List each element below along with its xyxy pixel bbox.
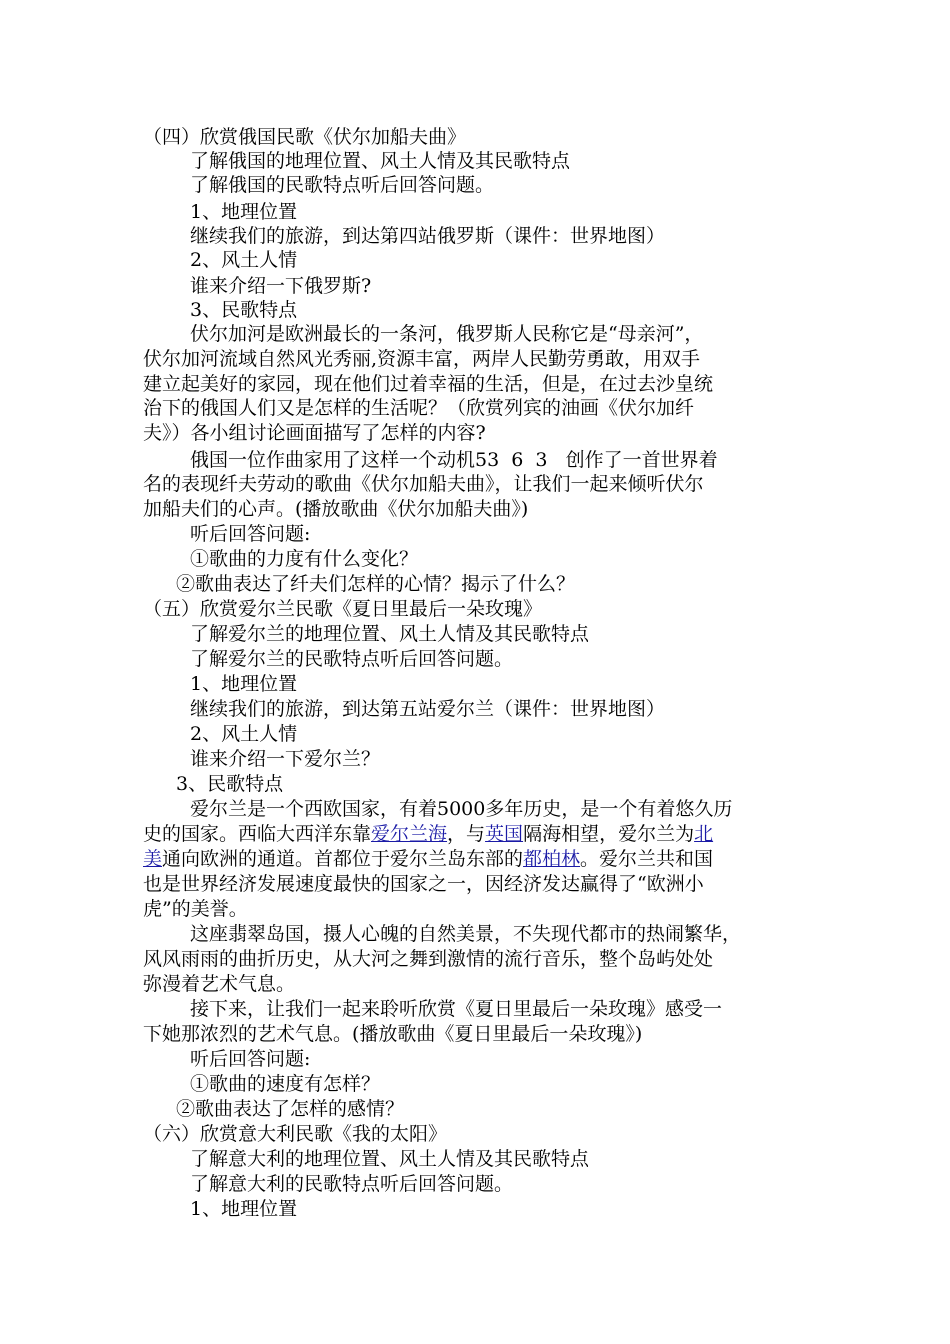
text-line: 名的表现纤夫劳动的歌曲《伏尔加船夫曲》，让我们一起来倾听伏尔 bbox=[143, 473, 704, 495]
text-line: 1、地理位置 bbox=[190, 1198, 298, 1220]
text-run: 通向欧洲的通道。首都位于爱尔兰岛东部的 bbox=[162, 848, 524, 870]
link-england[interactable]: 英国 bbox=[485, 823, 524, 845]
text-line: 爱尔兰是一个西欧国家，有着5000多年历史，是一个有着悠久历 bbox=[190, 798, 733, 820]
text-line: 听后回答问题: bbox=[190, 1048, 311, 1070]
text-line: 了解爱尔兰的地理位置、风土人情及其民歌特点 bbox=[190, 623, 590, 645]
text-line: 了解意大利的地理位置、风土人情及其民歌特点 bbox=[190, 1148, 590, 1170]
text-line: 了解爱尔兰的民歌特点听后回答问题。 bbox=[190, 648, 514, 670]
text-line: 接下来，让我们一起来聆听欣赏《夏日里最后一朵玫瑰》感受一 bbox=[190, 998, 723, 1020]
text-line: 也是世界经济发展速度最快的国家之一，因经济发达赢得了“欧洲小 bbox=[143, 873, 704, 895]
text-line: 1、地理位置 bbox=[190, 673, 298, 695]
text-line: 2、风土人情 bbox=[190, 249, 298, 271]
question-item: ②歌曲表达了怎样的感情？ bbox=[176, 1098, 405, 1120]
text-line: 下她那浓烈的艺术气息。(播放歌曲《夏日里最后一朵玫瑰》) bbox=[143, 1023, 643, 1045]
text-line: 了解俄国的地理位置、风土人情及其民歌特点 bbox=[190, 150, 571, 172]
text-line: 谁来介绍一下俄罗斯? bbox=[190, 275, 372, 297]
text-line-with-links bbox=[143, 847, 713, 871]
text-line: 了解俄国的民歌特点听后回答问题。 bbox=[190, 174, 495, 196]
link-dublin[interactable]: 都柏林 bbox=[523, 848, 581, 870]
section-heading-4: （四）欣赏俄国民歌《伏尔加船夫曲》 bbox=[143, 126, 467, 148]
text-line: 继续我们的旅游，到达第五站爱尔兰（课件：世界地图） bbox=[190, 698, 666, 720]
text-line: 这座翡翠岛国，摄人心魄的自然美景，不失现代都市的热闹繁华， bbox=[190, 923, 742, 945]
question-item: ①歌曲的速度有怎样？ bbox=[190, 1073, 381, 1095]
text-line: 2、风土人情 bbox=[190, 723, 298, 745]
section-heading-6: （六）欣赏意大利民歌《我的太阳》 bbox=[143, 1123, 448, 1145]
text-line: 继续我们的旅游，到达第四站俄罗斯（课件：世界地图） bbox=[190, 225, 666, 247]
text-line: 伏尔加河是欧洲最长的一条河，俄罗斯人民称它是“母亲河”， bbox=[190, 323, 704, 345]
link-north-america-part1[interactable]: 北 bbox=[694, 823, 714, 845]
text-line: 弥漫着艺术气息。 bbox=[143, 973, 296, 995]
text-line: 听后回答问题: bbox=[190, 523, 311, 545]
text-line: 虎”的美誉。 bbox=[143, 898, 248, 920]
text-line: 夫》）各小组讨论画面描写了怎样的内容? bbox=[143, 422, 486, 444]
text-line: 建立起美好的家园，现在他们过着幸福的生活，但是，在过去沙皇统 bbox=[143, 373, 714, 395]
text-line: 1、地理位置 bbox=[190, 201, 298, 223]
question-item: ②歌曲表达了纤夫们怎样的心情？揭示了什么？ bbox=[176, 573, 576, 595]
text-line: 加船夫们的心声。(播放歌曲《伏尔加船夫曲》) bbox=[143, 498, 529, 520]
text-line: 伏尔加河流域自然风光秀丽,资源丰富，两岸人民勤劳勇敢，用双手 bbox=[143, 348, 701, 370]
text-line: 俄国一位作曲家用了这样一个动机53 6 3 创作了一首世界着 bbox=[190, 449, 718, 471]
section-heading-5: （五）欣赏爱尔兰民歌《夏日里最后一朵玫瑰》 bbox=[143, 598, 543, 620]
link-north-america-part2[interactable]: 美 bbox=[143, 848, 163, 870]
question-item: ①歌曲的力度有什么变化？ bbox=[190, 548, 419, 570]
text-line: 3、民歌特点 bbox=[190, 299, 298, 321]
link-irish-sea[interactable]: 爱尔兰海 bbox=[371, 823, 448, 845]
text-run: 。爱尔兰共和国 bbox=[580, 848, 714, 870]
text-line: 风风雨雨的曲折历史，从大河之舞到激情的流行音乐，整个岛屿处处 bbox=[143, 948, 714, 970]
text-line: 了解意大利的民歌特点听后回答问题。 bbox=[190, 1173, 514, 1195]
text-run: ，与 bbox=[447, 823, 486, 845]
text-run: 隔海相望，爱尔兰为 bbox=[523, 823, 695, 845]
text-line: 3、民歌特点 bbox=[176, 773, 284, 795]
text-line: 谁来介绍一下爱尔兰？ bbox=[190, 748, 381, 770]
text-line-with-links bbox=[143, 822, 713, 846]
text-line: 治下的俄国人们又是怎样的生活呢？（欣赏列宾的油画《伏尔加纤 bbox=[143, 397, 695, 419]
text-run: 史的国家。西临大西洋东靠 bbox=[143, 823, 372, 845]
